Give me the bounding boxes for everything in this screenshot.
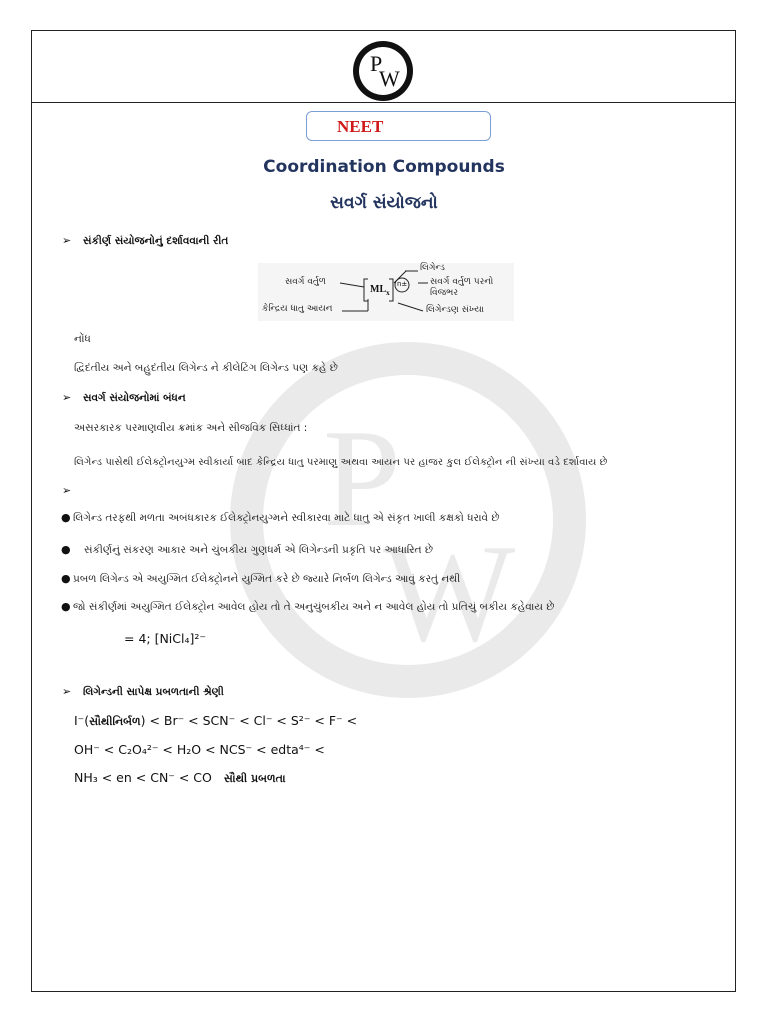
header-divider [31,102,736,103]
bullet-2: સંકીર્ણનું સંકરણ આકાર અને ચુંબકીય ગુણધર્મ એ લિગેન્ડની પ્રકૃતિ પર આધારિત છે [84,544,433,556]
bullet-dot-icon: ● [61,511,71,524]
section3-arrow-icon: ➢ [62,685,72,698]
svg-text:W: W [383,516,516,671]
bullet-dot-icon: ● [61,600,71,613]
note-label: નોંધ [74,333,91,345]
ml-subscript: x [386,289,390,297]
nicl4-formula: = 4; [NiCl₄]²⁻ [124,631,206,646]
ean-heading: અસરકારક પરમાણવીય ક્રમાંક અને સીજવિક સિધ્ધાંત : [74,422,308,434]
central-ion-label: કેન્દ્રિય ધાતુ આયન [262,304,333,314]
ml-text: ML [370,284,387,295]
series-line-3 [74,770,286,786]
notation-diagram [258,263,514,321]
series-line-3-text: NH₃ < en < CN⁻ < CO [74,770,212,785]
note-text: દ્વિદંતીય અને બહુદંતીય લિગેન્ડ ને કીલેટિંગ લિગેન્ડ પણ કહે છે [74,362,338,374]
section1-arrow-icon: ➢ [62,234,72,247]
charge-text: n± [397,280,408,288]
svg-text:P: P [323,401,401,556]
series-line-1-start: I⁻( [74,713,90,728]
ligand-label: લિગેન્ડ [420,263,445,273]
neet-badge [306,111,491,141]
bullet-4: જો સંકીર્ણમાં અયુગ્મિત ઈલેક્ટ્રોન આવેલ હોય તો તે અનુચુંબકીય અને ન આવેલ હોય તો પ્રતિચું બકીય કહેવાય છે [73,601,555,613]
svg-text:W: W [379,66,400,91]
section2b-arrow-icon: ➢ [62,484,72,497]
strongest-label: સૌથી પ્રબળતા [223,772,286,785]
bullet-3: પ્રબળ લિગેન્ડ એ અયુગ્મિત ઈલેક્ટ્રોનને યુગ્મિત કરે છે જ્યારે નિર્બળ લિગેન્ડ આવું કરતું નથી [73,573,461,585]
svg-text:P: P [370,51,383,76]
central-ml [370,284,390,297]
page-title: Coordination Compounds [263,157,505,177]
section3-heading: લિગેન્ડની સાપેક્ષ પ્રબળતાની શ્રેણી [83,686,224,698]
bullet-dot-icon: ● [61,572,71,585]
weakest-label: સૌથીનિર્બળ [89,715,141,728]
series-line-1 [74,713,357,729]
series-line-2: OH⁻ < C₂O₄²⁻ < H₂O < NCS⁻ < edta⁴⁻ < [74,742,325,757]
section2-heading: સવર્ગ સંયોજનોમાં બંધન [83,392,186,404]
pw-logo [352,40,414,102]
charge-label: સવર્ગ વર્તુળ પરનો વિજભર [430,277,494,298]
section2-arrow-icon: ➢ [62,391,72,404]
coordination-sphere-label: સવર્ગ વર્તુળ [285,277,326,287]
section1-heading: સંકીર્ણ સંયોજનોનું દર્શાવવાની રીત [83,235,229,247]
bullet-1: લિગેન્ડ તરફથી મળતા અબંધકારક ઈલેક્ટ્રોનયુગ્મને સ્વીકારવા માટે ધાતુ એ સંકૃત ખાલી કક્ષકો ધરાવે છે [73,512,500,524]
ean-definition: લિગેન્ડ પાસેથી ઈલેક્ટ્રોનયુગ્મ સ્વીકાર્યા બાદ કેન્દ્રિય ધાતુ પરમાણુ અથવા આયન પર હાજર કુલ ઈલેક્ટ્રોન ની સંખ્યા વડે દર્શાવાય છે [74,457,608,468]
bullet-dot-icon: ● [61,543,71,556]
ligand-count-label: લિગેન્ડણ સંખ્યા [426,305,484,315]
series-line-1-end: ) < Br⁻ < SCN⁻ < Cl⁻ < S²⁻ < F⁻ < [140,713,358,728]
neet-label: NEET [337,117,384,136]
page-subtitle: સવર્ગ સંયોજનો [330,193,438,213]
